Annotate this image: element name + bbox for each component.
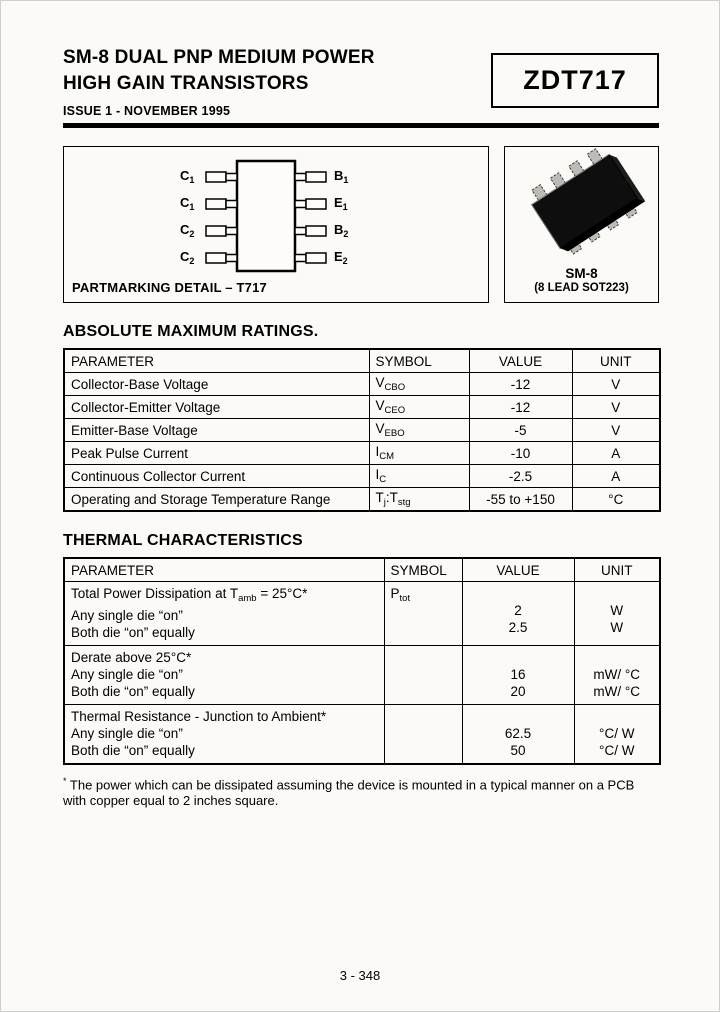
cell-parameter: Peak Pulse Current	[64, 442, 369, 465]
column-header-symbol: SYMBOL	[369, 349, 469, 373]
cell-value: -5	[469, 419, 572, 442]
column-header-symbol: SYMBOL	[384, 558, 462, 582]
cell-unit: °C/ W °C/ W	[574, 705, 660, 765]
cell-symbol	[384, 646, 462, 705]
cell-unit: °C	[572, 488, 660, 512]
pin-label-e1: $E_1$	[334, 195, 348, 212]
cell-parameter: Operating and Storage Temperature Range	[64, 488, 369, 512]
cell-parameter: Thermal Resistance - Junction to Ambient* Any single die “on” Both die “on” equally	[64, 705, 384, 765]
cell-parameter: Continuous Collector Current	[64, 465, 369, 488]
footnote	[63, 773, 659, 809]
cell-symbol: $I_{CM}$	[369, 442, 469, 465]
column-header-parameter: PARAMETER	[64, 558, 384, 582]
section-title-thermal-characteristics: THERMAL CHARACTERISTICS	[63, 532, 303, 549]
pin-label-e2: $E_2$	[334, 249, 348, 266]
page-number: 3 - 348	[339, 968, 381, 983]
cell-parameter: Emitter-Base Voltage	[64, 419, 369, 442]
table-row	[64, 465, 660, 488]
table-row	[64, 442, 660, 465]
diagram-row	[63, 146, 659, 303]
header	[63, 45, 659, 118]
absolute-maximum-ratings-table	[63, 348, 661, 512]
footnote-marker: *	[63, 776, 67, 786]
part-number-box	[491, 53, 659, 108]
table-header-row	[64, 349, 660, 373]
cell-symbol: $P_{tot}$	[384, 582, 462, 646]
table-header-row	[64, 558, 660, 582]
cell-symbol: $I_C$	[369, 465, 469, 488]
cell-symbol	[384, 705, 462, 765]
cell-parameter: Collector-Emitter Voltage	[64, 396, 369, 419]
page-title-line1: SM-8 DUAL PNP MEDIUM POWER	[63, 47, 375, 68]
pin-label-c2b: $C_2$	[180, 249, 195, 266]
package-panel	[504, 146, 659, 303]
title-block	[63, 45, 375, 118]
partmarking-caption: PARTMARKING DETAIL – T717	[72, 280, 267, 295]
cell-symbol: $V_{CBO}$	[369, 373, 469, 396]
pin-label-c1b: $C_1$	[180, 195, 195, 212]
table-row	[64, 373, 660, 396]
partmarking-panel	[63, 146, 489, 303]
table-row	[64, 705, 660, 765]
part-number: ZDT717	[523, 65, 627, 95]
pin-label-b2: $B_2$	[334, 222, 349, 239]
cell-symbol: $V_{CEO}$	[369, 396, 469, 419]
page-content	[63, 1, 659, 809]
ic-pinout-diagram	[64, 147, 487, 275]
package-subtitle: (8 LEAD SOT223)	[534, 282, 629, 294]
header-divider	[63, 123, 659, 128]
pin-label-c1a: $C_1$	[180, 168, 195, 185]
package-name: SM-8	[565, 266, 598, 281]
cell-value: -55 to +150	[469, 488, 572, 512]
column-header-parameter: PARAMETER	[64, 349, 369, 373]
cell-unit: W W	[574, 582, 660, 646]
table-row	[64, 646, 660, 705]
page-title-line2: HIGH GAIN TRANSISTORS	[63, 73, 309, 94]
cell-unit: A	[572, 442, 660, 465]
table-row	[64, 488, 660, 512]
cell-unit: A	[572, 465, 660, 488]
cell-unit: mW/ °C mW/ °C	[574, 646, 660, 705]
cell-value: -12	[469, 396, 572, 419]
cell-parameter: Derate above 25°C* Any single die “on” Both die “on” equally	[64, 646, 384, 705]
thermal-characteristics-table	[63, 557, 661, 765]
cell-symbol: $V_{EBO}$	[369, 419, 469, 442]
package-drawing-icon	[507, 147, 657, 261]
footnote-text: The power which can be dissipated assuming the device is mounted in a typical manner on a PCB with copper equal to 2 inches square.	[63, 777, 635, 809]
cell-value: 16 20	[462, 646, 574, 705]
cell-value: 62.5 50	[462, 705, 574, 765]
column-header-unit: UNIT	[572, 349, 660, 373]
cell-unit: V	[572, 396, 660, 419]
pin-label-c2a: $C_2$	[180, 222, 195, 239]
cell-value: -2.5	[469, 465, 572, 488]
section-title-absolute-maximum-ratings: ABSOLUTE MAXIMUM RATINGS.	[63, 323, 319, 340]
cell-unit: V	[572, 419, 660, 442]
column-header-value: VALUE	[469, 349, 572, 373]
table-row	[64, 396, 660, 419]
column-header-unit: UNIT	[574, 558, 660, 582]
cell-parameter: Total Power Dissipation at $T_{amb} = 25^\circ C*$ Any single die “on” Both die “on” equally	[64, 582, 384, 646]
cell-value: 2 2.5	[462, 582, 574, 646]
cell-parameter: Collector-Base Voltage	[64, 373, 369, 396]
cell-value: -10	[469, 442, 572, 465]
cell-value: -12	[469, 373, 572, 396]
column-header-value: VALUE	[462, 558, 574, 582]
issue-date: ISSUE 1 - NOVEMBER 1995	[63, 104, 231, 118]
table-row	[64, 582, 660, 646]
table-row	[64, 419, 660, 442]
cell-unit: V	[572, 373, 660, 396]
cell-symbol: $T_j:T_{stg}$	[369, 488, 469, 512]
pin-label-b1: $B_1$	[334, 168, 349, 185]
